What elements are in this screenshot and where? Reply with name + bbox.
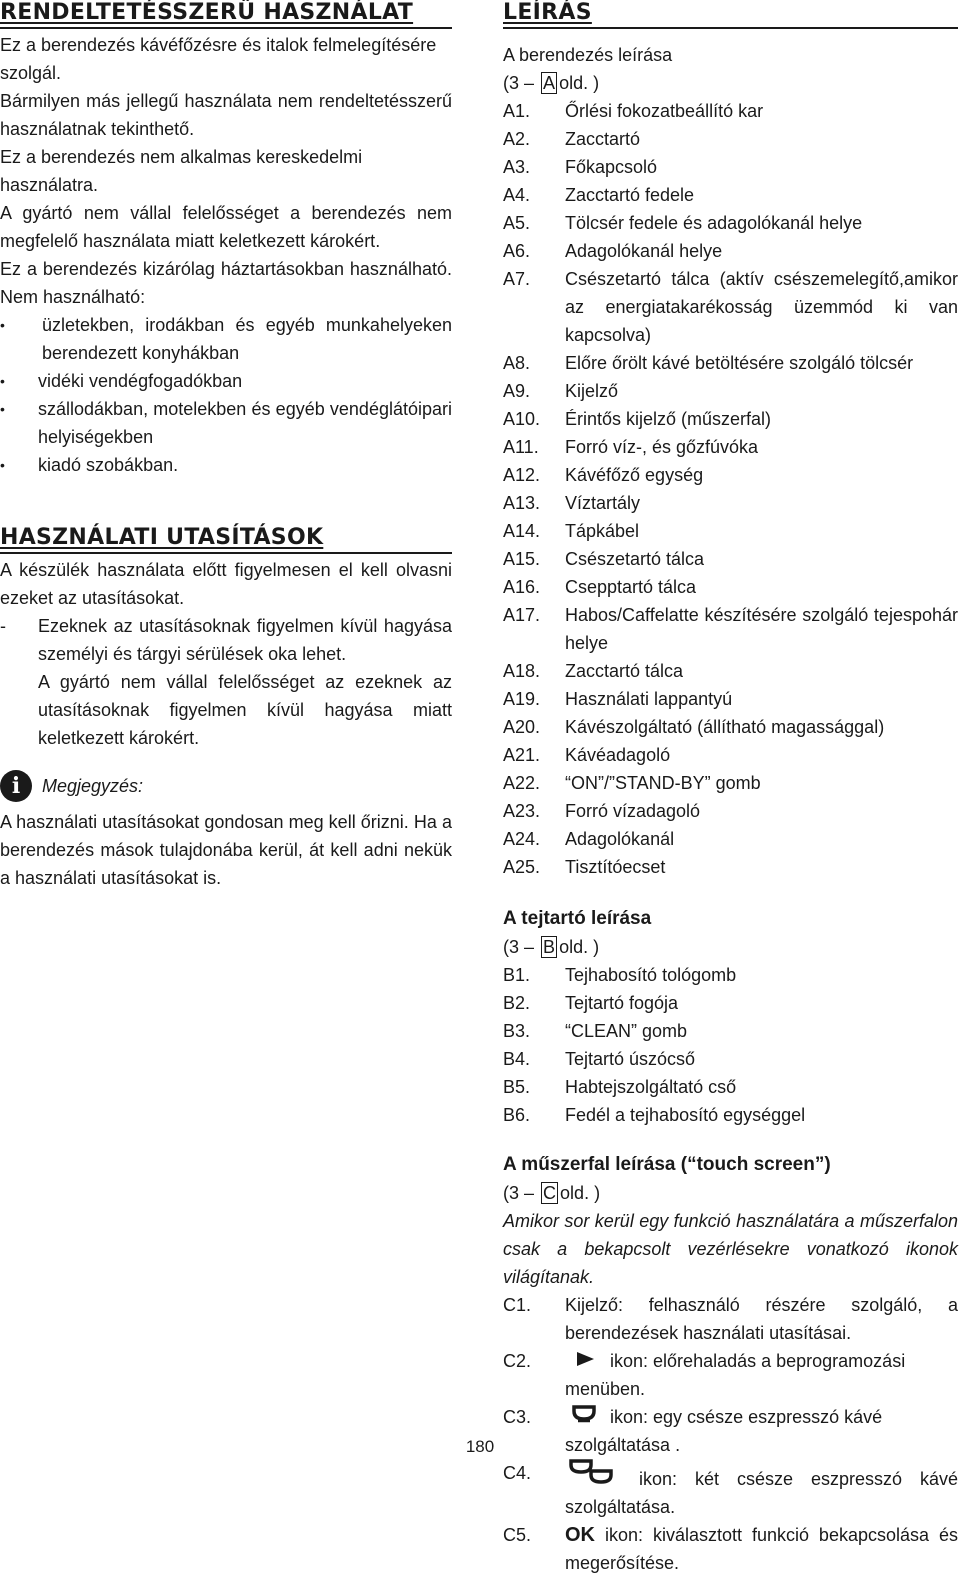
list-item — [503, 825, 958, 853]
item-code: A10. — [503, 409, 541, 429]
section-heading-description: LEÍRÁS — [503, 0, 958, 29]
item-code: B4. — [503, 1049, 531, 1069]
list-item — [503, 713, 958, 741]
list-item — [503, 685, 958, 713]
note-text: A használati utasításokat gondosan meg kell őrizni. Ha a berendezés mások tulajdonába kerül, át kell adni nekük a használati utasításokat is. — [0, 812, 452, 888]
list-item — [503, 265, 958, 349]
item-code: B3. — [503, 1021, 531, 1041]
list-item: • kiadó szobákban. — [0, 451, 452, 479]
page-number: 180 — [465, 1437, 495, 1456]
item-code: A7. — [503, 269, 531, 289]
item-code: A25. — [503, 857, 541, 877]
list-item — [503, 601, 958, 657]
item-code: A14. — [503, 521, 541, 541]
list-item: C4. ikon: két csésze eszpresszó kávé szolgáltatása. — [503, 1459, 958, 1521]
item-text: Tejtartó úszócső — [565, 1049, 696, 1069]
item-text: Csepptartó tálca — [565, 577, 697, 597]
list-item — [503, 125, 958, 153]
item-code: A12. — [503, 465, 541, 485]
milk-page-ref: (3 – B old. ) — [503, 937, 600, 957]
item-code: A1. — [503, 101, 531, 121]
control-panel-title: A műszerfal leírása (“touch screen”) — [503, 1154, 831, 1175]
appliance-parts-list — [503, 97, 958, 881]
right-column — [503, 0, 958, 1577]
item-code: A2. — [503, 129, 531, 149]
item-code: B5. — [503, 1077, 531, 1097]
item-text: Víztartály — [565, 493, 641, 513]
list-item — [503, 461, 958, 489]
item-text: Tölcsér fedele és adagolókanál helye — [565, 213, 863, 233]
list-item: • üzletekben, irodákban és egyéb munkahelyeken berendezett konyhákban — [0, 311, 452, 367]
list-item — [503, 377, 958, 405]
item-text: Adagolókanál — [565, 829, 675, 849]
item-text: Tápkábel — [565, 521, 640, 541]
list-item — [503, 489, 958, 517]
intro-line-4: A gyártó nem vállal felelősséget a berendezés nem megfelelő használata miatt keletkezett károkért. — [0, 203, 452, 251]
item-code: A16. — [503, 577, 541, 597]
dash-marker: - — [0, 616, 6, 636]
item-text: Zacctartó fedele — [565, 185, 695, 205]
item-code: A22. — [503, 773, 541, 793]
list-item: C2. ikon: előrehaladás a beprogramozási menüben. — [503, 1347, 958, 1403]
item-text: Főkapcsoló — [565, 157, 658, 177]
list-item — [503, 961, 958, 989]
ok-label: OK — [565, 1524, 595, 1546]
item-text: Előre őrölt kávé betöltésére szolgáló tölcsér — [565, 353, 914, 373]
item-code: A11. — [503, 437, 539, 457]
section-heading-intended-use: RENDELTETÉSSZERŰ HASZNÁLAT — [0, 0, 452, 29]
list-item — [503, 989, 958, 1017]
usage-exclusion-list — [0, 311, 452, 479]
item-code: A18. — [503, 661, 541, 681]
item-text: Kávéadagoló — [565, 745, 671, 765]
item-code: A6. — [503, 241, 531, 261]
list-item — [503, 657, 958, 685]
item-text: Tejtartó fogója — [565, 993, 679, 1013]
info-icon: i — [0, 770, 32, 802]
item-code: A8. — [503, 353, 531, 373]
list-item — [503, 433, 958, 461]
item-text: “CLEAN” gomb — [565, 1021, 688, 1041]
list-item: C3. ikon: egy csésze eszpresszó kávé szolgáltatása . — [503, 1403, 958, 1459]
list-item — [503, 181, 958, 209]
list-item — [503, 1045, 958, 1073]
item-code: A21. — [503, 745, 541, 765]
note-label: Megjegyzés: — [42, 776, 144, 796]
item-text: Fedél a tejhabosító egységgel — [565, 1105, 806, 1125]
double-cup-icon — [565, 1459, 621, 1493]
left-column — [0, 0, 452, 892]
intro-line-1: Ez a berendezés kávéfőzésre és italok felmelegítésére szolgál. — [0, 35, 437, 83]
list-item — [503, 97, 958, 125]
item-code: A20. — [503, 717, 541, 737]
appliance-description-title: A berendezés leírása — [503, 45, 673, 65]
play-triangle-icon — [565, 1347, 605, 1375]
list-item — [503, 1017, 958, 1045]
intro-line-5: Ez a berendezés kizárólag háztartásokban használható. Nem használható: — [0, 259, 452, 307]
list-item — [503, 573, 958, 601]
item-text: Tejhabosító tológomb — [565, 965, 737, 985]
item-code: A19. — [503, 689, 541, 709]
item-text: Adagolókanál helye — [565, 241, 723, 261]
list-item — [503, 545, 958, 573]
control-panel-intro: Amikor sor kerül egy funkció használatára a műszerfalon csak a bekapcsolt vezérlésekre vonatkozó ikonok világítanak. — [503, 1211, 958, 1287]
list-item: C5. OK ikon: kiválasztott funkció bekapcsolása és megerősítése. — [503, 1524, 958, 1573]
item-text: Forró vízadagoló — [565, 801, 701, 821]
single-cup-icon — [565, 1403, 605, 1431]
ref-box-a: A — [543, 73, 556, 93]
item-text: Kávészolgáltató (állítható magassággal) — [565, 717, 885, 737]
list-item — [503, 1073, 958, 1101]
ref-box-c: C — [543, 1183, 557, 1203]
list-item — [503, 741, 958, 769]
intro-line-2: Bármilyen más jellegű használata nem rendeltetésszerű használatnak tekinthető. — [0, 91, 452, 139]
instructions-paragraph: A készülék használata előtt figyelmesen el kell olvasni ezeket az utasításokat. — [0, 560, 452, 608]
item-code: A5. — [503, 213, 531, 233]
liability-text: A gyártó nem vállal felelősséget az ezeknek az utasításoknak figyelmen kívül hagyása miatt keletkezett károkért. — [38, 672, 452, 748]
list-item — [503, 853, 958, 881]
item-code: B2. — [503, 993, 531, 1013]
warning-text: Ezeknek az utasításoknak figyelmen kívül hagyása személyi és tárgyi sérülések oka lehet. — [38, 616, 452, 664]
list-item — [503, 405, 958, 433]
item-text: Érintős kijelző (műszerfal) — [565, 409, 772, 429]
list-item — [503, 517, 958, 545]
list-item — [503, 769, 958, 797]
list-item — [503, 349, 958, 377]
list-item — [503, 209, 958, 237]
list-item — [503, 797, 958, 825]
list-item: • vidéki vendégfogadókban — [0, 367, 452, 395]
list-item — [503, 237, 958, 265]
item-text: Tisztítóecset — [565, 857, 666, 877]
item-code: B1. — [503, 965, 531, 985]
list-item — [503, 1101, 958, 1129]
item-text: Használati lappantyú — [565, 689, 733, 709]
control-panel-page-ref: (3 – C old. ) — [503, 1183, 601, 1203]
item-code: A17. — [503, 605, 541, 625]
item-code: A13. — [503, 493, 541, 513]
ref-box-b: B — [543, 937, 556, 957]
list-item — [503, 153, 958, 181]
item-text: Habtejszolgáltató cső — [565, 1077, 737, 1097]
list-item: C1. Kijelző: felhasználó részére szolgáló, a berendezések használati utasításai. — [503, 1295, 958, 1343]
item-text: Őrlési fokozatbeállító kar — [565, 101, 764, 121]
item-code: B6. — [503, 1105, 531, 1125]
item-code: A24. — [503, 829, 541, 849]
item-code: A4. — [503, 185, 531, 205]
item-text: Forró víz-, és gőzfúvóka — [565, 437, 759, 457]
item-text: Csészetartó tálca (aktív csészemelegítő,amikor az energiatakarékosság üzemmód ki van kapcsolva) — [565, 269, 958, 345]
section-heading-instructions: HASZNÁLATI UTASÍTÁSOK — [0, 525, 452, 554]
item-code: A15. — [503, 549, 541, 569]
item-text: Habos/Caffelatte készítésére szolgáló tejespohár helye — [565, 605, 958, 653]
item-code: A3. — [503, 157, 531, 177]
item-text: Csészetartó tálca — [565, 549, 705, 569]
item-text: Kijelző — [565, 381, 619, 401]
item-code: A9. — [503, 381, 531, 401]
note-header — [0, 770, 452, 802]
list-item: • szállodákban, motelekben és egyéb vendéglátóipari helyiségekben — [0, 395, 452, 451]
item-code: A23. — [503, 801, 541, 821]
appliance-page-ref: (3 – A old. ) — [503, 73, 600, 93]
intro-line-3: Ez a berendezés nem alkalmas kereskedelmi használatra. — [0, 147, 363, 195]
item-text: “ON”/”STAND-BY” gomb — [565, 773, 761, 793]
milk-parts-list — [503, 961, 958, 1129]
item-text: Kávéfőző egység — [565, 465, 704, 485]
item-text: Zacctartó — [565, 129, 641, 149]
milk-container-title: A tejtartó leírása — [503, 908, 652, 929]
item-text: Zacctartó tálca — [565, 661, 684, 681]
warning-item — [0, 612, 452, 752]
